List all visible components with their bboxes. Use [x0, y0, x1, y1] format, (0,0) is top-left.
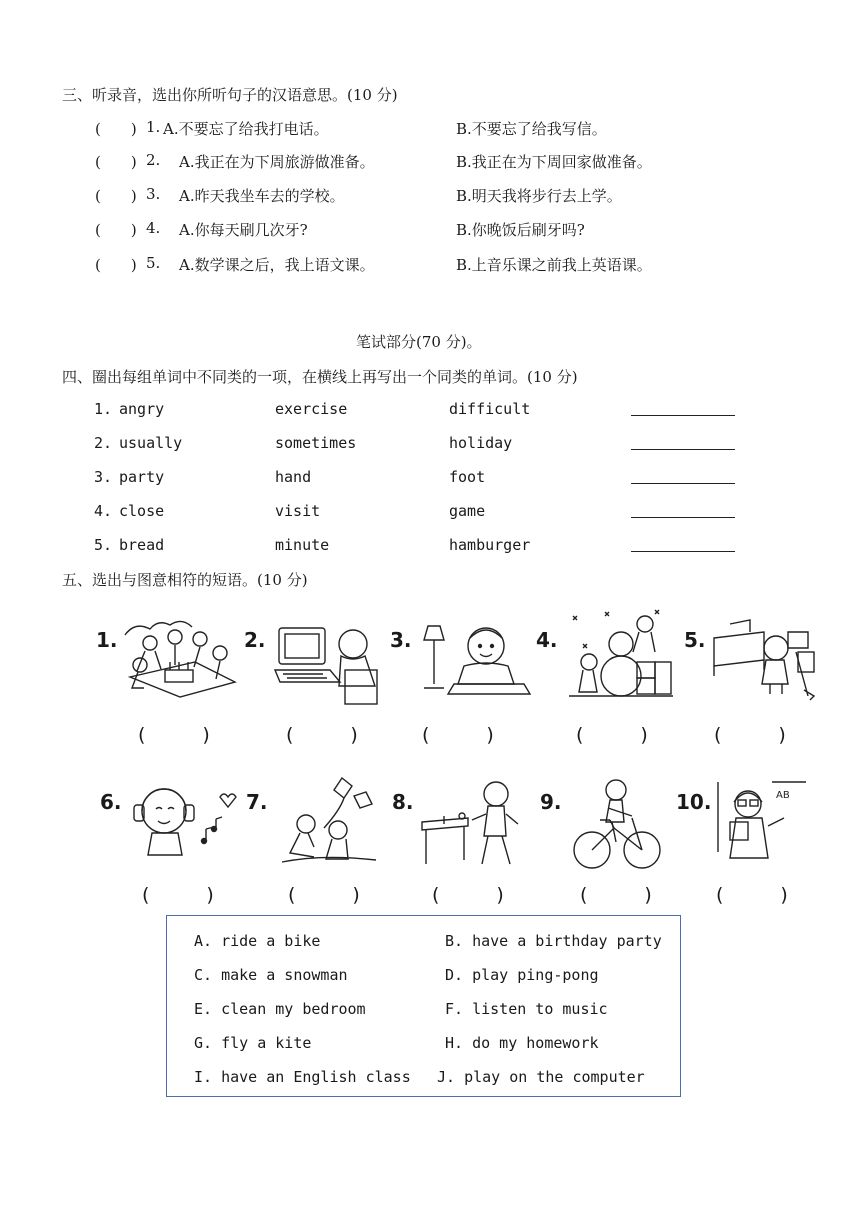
section3-title: 三、听录音，选出你所听句子的汉语意思。(10 分) — [62, 86, 398, 104]
answer-blank[interactable] — [631, 449, 735, 450]
option-b: B.我正在为下周回家做准备。 — [456, 153, 652, 171]
row-num: 5. — [94, 536, 113, 554]
answer-paren[interactable]: ( ) — [286, 724, 358, 746]
option-a: A.我正在为下周旅游做准备。 — [179, 153, 375, 171]
answer-paren[interactable]: ( ) — [142, 884, 214, 906]
answer-paren[interactable]: ( ) — [576, 724, 648, 746]
computer-picture — [265, 620, 385, 705]
answer-blank[interactable] — [631, 483, 735, 484]
word[interactable]: angry — [119, 400, 165, 418]
homework-picture — [418, 618, 533, 703]
listen-music-picture — [128, 775, 238, 865]
answer-paren[interactable]: ( ) — [432, 884, 504, 906]
option-e: E. clean my bedroom — [194, 1000, 366, 1018]
option-h: H. do my homework — [445, 1034, 599, 1052]
option-b: B.不要忘了给我写信。 — [456, 120, 607, 138]
q-num: 2. — [146, 151, 161, 169]
option-b: B.上音乐课之前我上英语课。 — [456, 256, 652, 274]
answer-paren[interactable]: ( ) — [288, 884, 360, 906]
picture-number: 10. — [676, 790, 712, 814]
answer-blank[interactable] — [631, 517, 735, 518]
word[interactable]: close — [119, 502, 165, 520]
answer-paren[interactable]: ( ) — [95, 187, 137, 205]
answer-paren[interactable]: ( ) — [714, 724, 786, 746]
picture-number: 7. — [246, 790, 268, 814]
option-j: J. play on the computer — [437, 1068, 645, 1086]
option-a: A.不要忘了给我打电话。 — [163, 120, 329, 138]
ping-pong-picture — [418, 776, 528, 871]
english-class-picture — [712, 778, 807, 868]
row-num: 3. — [94, 468, 113, 486]
option-g: G. fly a kite — [194, 1034, 312, 1052]
word[interactable]: visit — [275, 502, 321, 520]
option-d: D. play ping-pong — [445, 966, 599, 984]
picture-number: 8. — [392, 790, 414, 814]
option-i: I. have an English class — [194, 1068, 411, 1086]
answer-paren[interactable]: ( ) — [138, 724, 210, 746]
answer-paren[interactable]: ( ) — [95, 256, 137, 274]
section4-title: 四、圈出每组单词中不同类的一项，在横线上再写出一个同类的单词。(10 分) — [62, 368, 578, 386]
row-num: 4. — [94, 502, 113, 520]
answer-blank[interactable] — [631, 551, 735, 552]
option-f: F. listen to music — [445, 1000, 608, 1018]
option-b: B. have a birthday party — [445, 932, 662, 950]
row-num: 1. — [94, 400, 113, 418]
q-num: 5. — [146, 254, 161, 272]
picture-number: 6. — [100, 790, 122, 814]
option-c: C. make a snowman — [194, 966, 348, 984]
word[interactable]: minute — [275, 536, 330, 554]
word[interactable]: holiday — [449, 434, 513, 452]
word[interactable]: difficult — [449, 400, 531, 418]
option-a: A.数学课之后，我上语文课。 — [179, 256, 375, 274]
answer-paren[interactable]: ( ) — [95, 153, 137, 171]
word[interactable]: usually — [119, 434, 183, 452]
fly-kite-picture — [272, 772, 382, 872]
answer-paren[interactable]: ( ) — [95, 221, 137, 239]
word[interactable]: foot — [449, 468, 486, 486]
options-box — [166, 915, 681, 1097]
picture-number: 5. — [684, 628, 706, 652]
board-text: AB — [776, 790, 790, 801]
answer-paren[interactable]: ( ) — [716, 884, 788, 906]
answer-paren[interactable]: ( ) — [95, 120, 137, 138]
row-num: 2. — [94, 434, 113, 452]
word[interactable]: party — [119, 468, 165, 486]
answer-blank[interactable] — [631, 415, 735, 416]
clean-bedroom-picture — [710, 612, 820, 702]
picture-number: 9. — [540, 790, 562, 814]
word[interactable]: bread — [119, 536, 165, 554]
answer-paren[interactable]: ( ) — [422, 724, 494, 746]
q-num: 4. — [146, 219, 161, 237]
word[interactable]: game — [449, 502, 486, 520]
written-part-heading: 笔试部分(70 分)。 — [356, 333, 482, 351]
word[interactable]: hamburger — [449, 536, 531, 554]
word[interactable]: hand — [275, 468, 312, 486]
word[interactable]: exercise — [275, 400, 348, 418]
snowman-picture — [565, 604, 675, 704]
picture-number: 3. — [390, 628, 412, 652]
picture-number: 1. — [96, 628, 118, 652]
option-b: B.明天我将步行去上学。 — [456, 187, 622, 205]
option-a: A. ride a bike — [194, 932, 321, 950]
picture-number: 4. — [536, 628, 558, 652]
birthday-party-picture — [120, 615, 240, 705]
answer-paren[interactable]: ( ) — [580, 884, 652, 906]
ride-bike-picture — [566, 774, 666, 874]
section5-title: 五、选出与图意相符的短语。(10 分) — [62, 571, 308, 589]
option-a: A.昨天我坐车去的学校。 — [179, 187, 345, 205]
picture-number: 2. — [244, 628, 266, 652]
word[interactable]: sometimes — [275, 434, 357, 452]
q-num: 1. — [146, 118, 161, 136]
option-b: B.你晚饭后刷牙吗? — [456, 221, 585, 239]
option-a: A.你每天刷几次牙? — [179, 221, 308, 239]
q-num: 3. — [146, 185, 161, 203]
